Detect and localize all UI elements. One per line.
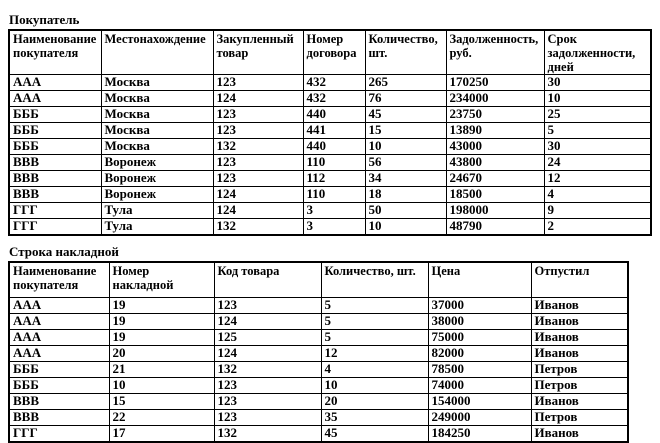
column-header-location: Местонахождение [101, 30, 213, 75]
table-cell: 10 [365, 139, 446, 155]
table-cell: 18 [365, 187, 446, 203]
table-row [9, 346, 628, 362]
table-cell: 12 [544, 171, 651, 187]
table-row [9, 203, 651, 219]
table-cell: 56 [365, 155, 446, 171]
table-cell: 440 [303, 139, 365, 155]
table-cell: 45 [321, 426, 428, 443]
table-cell: 2 [544, 219, 651, 236]
table-cell: 50 [365, 203, 446, 219]
table-cell: 23750 [446, 107, 544, 123]
table-cell: Москва [101, 139, 213, 155]
table-cell: 265 [365, 75, 446, 91]
table-cell: ГГГ [9, 426, 109, 443]
table-cell: ВВВ [9, 171, 101, 187]
table-cell: 5 [321, 330, 428, 346]
table-cell: 170250 [446, 75, 544, 91]
table-cell: ААА [9, 298, 109, 314]
table-cell: 35 [321, 410, 428, 426]
table-row [9, 75, 651, 91]
table-cell: 24670 [446, 171, 544, 187]
table-cell: Воронеж [101, 155, 213, 171]
table-cell: ААА [9, 330, 109, 346]
column-header-quantity: Количество, шт. [365, 30, 446, 75]
buyers-table-title: Покупатель [9, 12, 80, 27]
table-cell: 123 [214, 410, 321, 426]
buyers-table-header-row [9, 30, 651, 75]
table-cell: 110 [303, 187, 365, 203]
invoice-lines-table [8, 261, 629, 443]
column-header-price: Цена [428, 262, 531, 298]
table-cell: 15 [109, 394, 214, 410]
table-cell: Москва [101, 75, 213, 91]
table-cell: 123 [213, 107, 303, 123]
table-cell: Иванов [531, 394, 628, 410]
table-cell: 5 [321, 298, 428, 314]
table-cell: ААА [9, 75, 101, 91]
table-row [9, 378, 628, 394]
table-cell: 3 [303, 219, 365, 236]
table-cell: Петров [531, 362, 628, 378]
table-cell: 124 [213, 187, 303, 203]
table-cell: 184250 [428, 426, 531, 443]
table-cell: ВВВ [9, 394, 109, 410]
table-cell: 132 [214, 426, 321, 443]
table-cell: 123 [214, 298, 321, 314]
table-cell: 17 [109, 426, 214, 443]
table-cell: 76 [365, 91, 446, 107]
table-cell: 48790 [446, 219, 544, 236]
table-cell: 15 [365, 123, 446, 139]
table-cell: ГГГ [9, 219, 101, 236]
table-cell: 132 [213, 139, 303, 155]
buyers-table [8, 29, 652, 236]
table-cell: ААА [9, 91, 101, 107]
table-row [9, 139, 651, 155]
table-cell: Москва [101, 107, 213, 123]
table-cell: 124 [213, 203, 303, 219]
table-cell: 132 [214, 362, 321, 378]
table-cell: ААА [9, 314, 109, 330]
column-header-debt-rub: Задолженность, руб. [446, 30, 544, 75]
table-cell: Иванов [531, 298, 628, 314]
table-cell: ВВВ [9, 410, 109, 426]
table-cell: Иванов [531, 426, 628, 443]
table-cell: 30 [544, 139, 651, 155]
table-cell: Иванов [531, 330, 628, 346]
table-cell: Иванов [531, 346, 628, 362]
table-cell: 37000 [428, 298, 531, 314]
table-cell: 110 [303, 155, 365, 171]
table-cell: 9 [544, 203, 651, 219]
table-cell: Тула [101, 219, 213, 236]
table-cell: 124 [213, 91, 303, 107]
table-row [9, 155, 651, 171]
table-cell: 4 [321, 362, 428, 378]
table-cell: БББ [9, 378, 109, 394]
column-header-purchased-goods: Закупленный товар [213, 30, 303, 75]
table-row [9, 362, 628, 378]
table-cell: 43000 [446, 139, 544, 155]
table-cell: 112 [303, 171, 365, 187]
table-row [9, 298, 628, 314]
table-row [9, 394, 628, 410]
table-cell: 441 [303, 123, 365, 139]
table-cell: 198000 [446, 203, 544, 219]
table-cell: Москва [101, 91, 213, 107]
table-row [9, 107, 651, 123]
table-row [9, 410, 628, 426]
column-header-debt-days: Срок задолженности, дней [544, 30, 651, 75]
table-cell: 10 [365, 219, 446, 236]
table-row [9, 187, 651, 203]
table-cell: ВВВ [9, 155, 101, 171]
table-cell: Иванов [531, 314, 628, 330]
table-cell: 125 [214, 330, 321, 346]
table-cell: ГГГ [9, 203, 101, 219]
table-cell: 123 [214, 378, 321, 394]
table-cell: 10 [109, 378, 214, 394]
table-cell: 19 [109, 298, 214, 314]
table-cell: 432 [303, 75, 365, 91]
table-cell: 20 [321, 394, 428, 410]
table-row [9, 330, 628, 346]
table-cell: 123 [213, 155, 303, 171]
table-cell: 30 [544, 75, 651, 91]
table-cell: 20 [109, 346, 214, 362]
table-cell: 18500 [446, 187, 544, 203]
table-cell: 3 [303, 203, 365, 219]
table-cell: 132 [213, 219, 303, 236]
table-cell: БББ [9, 362, 109, 378]
table-row [9, 219, 651, 236]
table-cell: 440 [303, 107, 365, 123]
buyers-table-body [9, 75, 651, 236]
column-header-contract-number: Номер договора [303, 30, 365, 75]
table-cell: Тула [101, 203, 213, 219]
invoice-table-header-row [9, 262, 628, 298]
table-cell: Петров [531, 378, 628, 394]
table-cell: 19 [109, 314, 214, 330]
table-cell: 124 [214, 346, 321, 362]
table-cell: 154000 [428, 394, 531, 410]
table-cell: 123 [213, 171, 303, 187]
table-cell: 5 [544, 123, 651, 139]
table-cell: ААА [9, 346, 109, 362]
table-row [9, 314, 628, 330]
table-cell: 4 [544, 187, 651, 203]
table-cell: 432 [303, 91, 365, 107]
table-cell: 21 [109, 362, 214, 378]
table-cell: 249000 [428, 410, 531, 426]
table-cell: 5 [321, 314, 428, 330]
invoice-table-body [9, 298, 628, 443]
table-row [9, 171, 651, 187]
table-row [9, 426, 628, 443]
column-header-quantity: Количество, шт. [321, 262, 428, 298]
table-cell: 19 [109, 330, 214, 346]
table-cell: 123 [213, 123, 303, 139]
table-cell: 45 [365, 107, 446, 123]
table-cell: БББ [9, 123, 101, 139]
column-header-buyer-name: Наименование покупателя [9, 262, 109, 298]
table-cell: 22 [109, 410, 214, 426]
table-cell: 25 [544, 107, 651, 123]
column-header-goods-code: Код товара [214, 262, 321, 298]
table-cell: БББ [9, 107, 101, 123]
table-cell: БББ [9, 139, 101, 155]
table-cell: 123 [214, 394, 321, 410]
table-cell: 34 [365, 171, 446, 187]
table-cell: Воронеж [101, 187, 213, 203]
invoice-table-title: Строка накладной [9, 244, 119, 259]
table-cell: 74000 [428, 378, 531, 394]
table-row [9, 123, 651, 139]
table-cell: 234000 [446, 91, 544, 107]
table-cell: Петров [531, 410, 628, 426]
table-cell: Воронеж [101, 171, 213, 187]
table-cell: Москва [101, 123, 213, 139]
column-header-released-by: Отпустил [531, 262, 628, 298]
table-cell: 38000 [428, 314, 531, 330]
table-cell: 43800 [446, 155, 544, 171]
table-cell: 82000 [428, 346, 531, 362]
table-cell: 123 [213, 75, 303, 91]
table-cell: 75000 [428, 330, 531, 346]
column-header-buyer-name: Наименование покупателя [9, 30, 101, 75]
table-cell: 13890 [446, 123, 544, 139]
table-cell: 78500 [428, 362, 531, 378]
table-cell: 124 [214, 314, 321, 330]
table-cell: ВВВ [9, 187, 101, 203]
table-cell: 10 [544, 91, 651, 107]
column-header-invoice-number: Номер накладной [109, 262, 214, 298]
table-cell: 24 [544, 155, 651, 171]
table-cell: 12 [321, 346, 428, 362]
table-row [9, 91, 651, 107]
table-cell: 10 [321, 378, 428, 394]
